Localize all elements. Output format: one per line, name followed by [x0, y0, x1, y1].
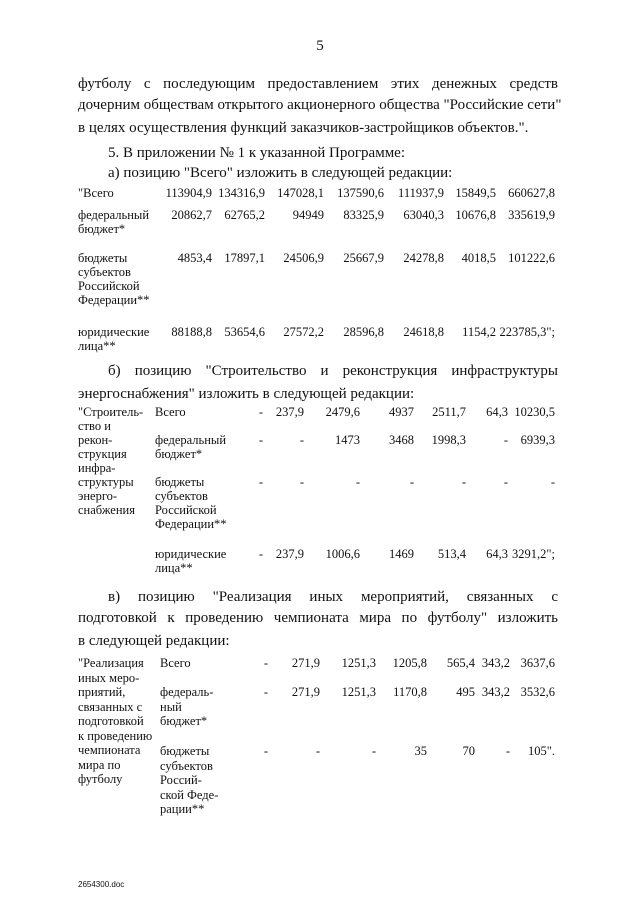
- table-a-row-label: юридические: [78, 325, 150, 339]
- table-v-cell: 1205,8: [392, 656, 427, 670]
- subpoint-b-line: энергоснабжения" изложить в следующей редакции:: [78, 386, 415, 402]
- table-b-row-label: субъектов: [155, 489, 208, 503]
- table-a-cell: 137590,6: [337, 186, 384, 200]
- table-v-cell: 565,4: [446, 656, 475, 670]
- table-b-cell: -: [550, 475, 555, 489]
- table-v-row-label: ской Феде-: [160, 787, 219, 802]
- table-v-cell: -: [263, 685, 268, 699]
- table-a-cell: 88188,8: [171, 325, 212, 339]
- table-a-cell: 24278,8: [403, 251, 444, 265]
- subpoint-v-line: в) позицию "Реализация иных мероприятий, связанных с: [108, 589, 558, 605]
- table-b-row-label: Российской: [155, 503, 217, 517]
- table-v-item-name: мира по: [78, 757, 121, 772]
- table-b-cell: 237,9: [275, 547, 304, 561]
- table-a-cell: 113904,9: [165, 186, 212, 200]
- table-a-cell: 53654,6: [224, 325, 265, 339]
- table-a-row-label: Российской: [78, 279, 140, 293]
- table-b-row-label: бюджеты: [155, 475, 205, 489]
- page-number: 5: [316, 38, 324, 54]
- table-b-cell: 4937: [389, 405, 414, 419]
- table-v-row-label: федераль-: [160, 685, 214, 699]
- table-b-cell: -: [258, 433, 263, 447]
- table-v-item-name: к проведению: [78, 728, 153, 743]
- table-v-cell: 1251,3: [341, 656, 376, 670]
- intro-line: в целях осуществления функций заказчиков-застройщиков объектов.".: [78, 120, 529, 136]
- table-a-row-label: субъектов: [78, 265, 131, 279]
- table-a-cell: 101222,6: [508, 251, 555, 265]
- table-b-cell: 1473: [335, 433, 360, 447]
- table-a-cell: 15849,5: [455, 186, 496, 200]
- table-a-cell: 335619,9: [508, 208, 555, 222]
- table-a-cell: 27572,2: [283, 325, 324, 339]
- table-b-row-label: Всего: [155, 405, 186, 419]
- table-b-cell: -: [299, 475, 304, 489]
- table-b-cell: -: [409, 475, 414, 489]
- point-5-heading: 5. В приложении № 1 к указанной Программе:: [108, 145, 406, 161]
- table-b-cell: 3468: [389, 433, 414, 447]
- table-b-item-name: снабжения: [78, 503, 135, 517]
- table-v-row-label: Всего: [160, 656, 191, 670]
- table-a-cell: 4853,4: [177, 251, 212, 265]
- table-v-item-name: футболу: [78, 772, 123, 786]
- table-v-row-label: субъектов: [160, 758, 213, 773]
- table-v-cell: 35: [414, 744, 427, 758]
- table-b-item-name: структуры: [78, 475, 134, 489]
- table-b-row-label: федеральный: [155, 433, 227, 447]
- table-v-item-name: чемпионата: [78, 743, 141, 757]
- table-b-item-name: струкция: [78, 447, 127, 461]
- table-a-cell: 1154,2: [462, 325, 496, 339]
- table-a-cell: 17897,1: [224, 251, 265, 265]
- table-a-cell: 83325,9: [343, 208, 384, 222]
- table-a-cell: 20862,7: [171, 208, 212, 222]
- table-b-row-label: юридические: [155, 547, 227, 561]
- table-b-cell: -: [299, 433, 304, 447]
- table-v-item-name: связанных с: [78, 699, 143, 714]
- table-v-cell: 70: [462, 744, 475, 758]
- table-b-cell: 64,3: [486, 405, 508, 419]
- table-v-cell: -: [371, 744, 376, 758]
- table-a-cell: 24618,8: [403, 325, 444, 339]
- table-v-cell: 3532,6: [520, 685, 555, 699]
- subpoint-b-line: б) позицию "Строительство и реконструкция инфраструктуры: [108, 363, 558, 379]
- table-b-cell: 1006,6: [325, 547, 360, 561]
- table-v-row-label: Россий-: [160, 773, 202, 787]
- table-a-row-label: лица**: [78, 339, 116, 353]
- table-a-row-label: Федерации**: [78, 293, 150, 307]
- table-v-cell: 1251,3: [341, 685, 376, 699]
- table-v-item-name: подготовкой: [78, 714, 144, 728]
- table-b-item-name: рекон-: [78, 433, 113, 447]
- table-b-item-name: "Строитель-: [78, 405, 144, 419]
- table-a-cell: 28596,8: [343, 325, 384, 339]
- table-a-cell: 62765,2: [224, 208, 265, 222]
- table-a-cell: 147028,1: [277, 186, 324, 200]
- table-b-item-name: инфра-: [78, 461, 116, 475]
- subpoint-v-line: в следующей редакции:: [78, 633, 230, 649]
- intro-line: футболу с последующим предоставлением этих денежных средств: [78, 76, 558, 92]
- table-a-cell: 10676,8: [455, 208, 496, 222]
- table-v-item-name: иных меро-: [78, 670, 140, 685]
- table-a-cell: 94949: [292, 208, 324, 222]
- table-v-row-label: бюджеты: [160, 744, 210, 758]
- table-a-cell: 223785,3";: [499, 325, 555, 339]
- table-b-cell: -: [258, 475, 263, 489]
- table-b-row-label: лица**: [155, 561, 193, 575]
- table-v-cell: 105".: [528, 744, 555, 758]
- table-b-cell: 3291,2";: [512, 547, 555, 561]
- table-v-row-label: бюджет*: [160, 714, 208, 728]
- table-b-cell: 64,3: [486, 547, 508, 561]
- subpoint-a: а) позицию "Всего" изложить в следующей редакции:: [108, 165, 453, 181]
- table-b-cell: 1998,3: [431, 433, 466, 447]
- table-v-cell: 343,2: [481, 656, 510, 670]
- table-a-cell: 660627,8: [508, 186, 555, 200]
- table-b-item-name: ство и: [78, 419, 111, 433]
- table-v-cell: 3637,6: [520, 656, 555, 670]
- subpoint-v-line: подготовкой к проведению чемпионата мира по футболу" изложить: [78, 610, 558, 626]
- table-a-row-label: бюджеты: [78, 251, 128, 265]
- table-v-cell: -: [505, 744, 510, 758]
- footer-filename: 2654300.doc: [78, 880, 125, 889]
- table-b-cell: 6939,3: [520, 433, 555, 447]
- table-b-cell: -: [503, 433, 508, 447]
- table-v-cell: 495: [456, 685, 475, 699]
- table-v-item-name: приятий,: [78, 685, 126, 699]
- table-a-cell: 111937,9: [398, 186, 444, 200]
- table-b-cell: 513,4: [437, 547, 466, 561]
- table-b-cell: 1469: [389, 547, 414, 561]
- table-b-cell: 237,9: [275, 405, 304, 419]
- table-v-row-label: рации**: [160, 802, 205, 816]
- table-b-row-label: бюджет*: [155, 447, 203, 461]
- table-v-cell: -: [315, 744, 320, 758]
- intro-line: дочерним обществам открытого акционерного общества "Российские сети": [78, 97, 562, 113]
- table-v-item-name: "Реализация: [78, 656, 144, 670]
- table-b-cell: 10230,5: [514, 405, 555, 419]
- table-b-cell: 2511,7: [432, 405, 466, 419]
- table-a-cell: 25667,9: [343, 251, 384, 265]
- table-a-cell: 24506,9: [283, 251, 324, 265]
- table-v-cell: 1170,8: [393, 685, 427, 699]
- table-v-cell: -: [263, 744, 268, 758]
- table-b-row-label: Федерации**: [155, 517, 227, 531]
- table-b-cell: -: [461, 475, 466, 489]
- table-a-cell: 63040,3: [403, 208, 444, 222]
- table-b-cell: -: [355, 475, 360, 489]
- table-a-row-label: "Всего: [78, 186, 114, 200]
- table-v-cell: -: [263, 656, 268, 670]
- table-v-cell: 343,2: [481, 685, 510, 699]
- table-b-cell: -: [258, 547, 263, 561]
- table-b-cell: 2479,6: [325, 405, 360, 419]
- table-b-cell: -: [503, 475, 508, 489]
- table-a-row-label: бюджет*: [78, 222, 126, 236]
- table-v-cell: 271,9: [291, 685, 320, 699]
- table-a-row-label: федеральный: [78, 208, 150, 222]
- table-v-cell: 271,9: [291, 656, 320, 670]
- table-b-cell: -: [258, 405, 263, 419]
- table-v-row-label: ный: [160, 699, 182, 714]
- table-a-cell: 4018,5: [461, 251, 496, 265]
- table-a-cell: 134316,9: [218, 186, 265, 200]
- table-b-item-name: энерго-: [78, 489, 118, 503]
